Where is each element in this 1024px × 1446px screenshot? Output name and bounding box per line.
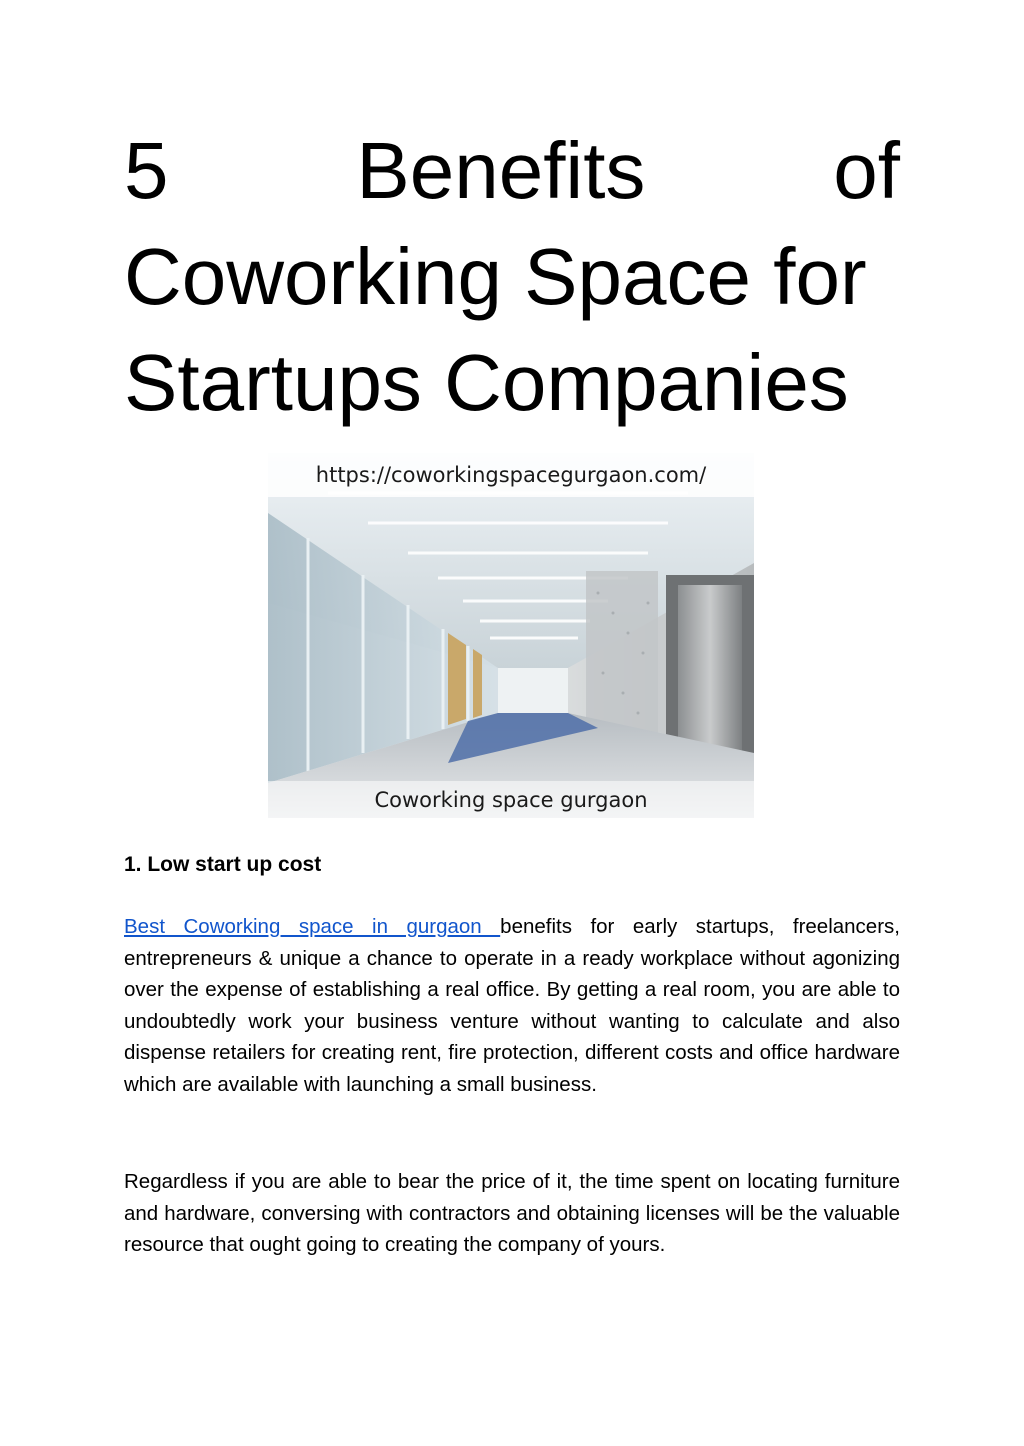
coworking-gurgaon-link[interactable]: Best Coworking space in gurgaon [124,915,501,938]
title-word: of [833,126,900,215]
office-corridor-illustration [268,453,754,818]
title-line-3: Startups Companies [124,338,849,427]
body-paragraph-2: Regardless if you are able to bear the price of it, the time spent on locating furniture and hardware, conversing with contractors and obtaining licenses will be the valuable resource that ought going to creating the company of yours. [124,1170,900,1256]
section-heading: 1. Low start up cost [124,853,322,876]
title-line-1 [124,118,900,224]
page-title [124,118,900,436]
body-paragraph-1 [124,911,900,1100]
image-caption-label: Coworking space gurgaon [374,788,648,812]
paragraph-text: benefits for early startups, freelancers, entrepreneurs & unique a chance to operate in a ready workplace without agonizing over the expense of establishing a real office. By getting a real room, you are able to undoubtedly work your business venture without wanting to calculate and also dispense retailers for creating rent, fire protection, different costs and office hardware which are available with launching a small business. [124,915,900,1096]
coworking-office-photo [268,453,754,818]
image-caption-url: https://coworkingspacegurgaon.com/ [315,463,707,487]
title-word: 5 [124,126,169,215]
title-word: Benefits [356,126,646,215]
title-line-2: Coworking Space for [124,232,867,321]
